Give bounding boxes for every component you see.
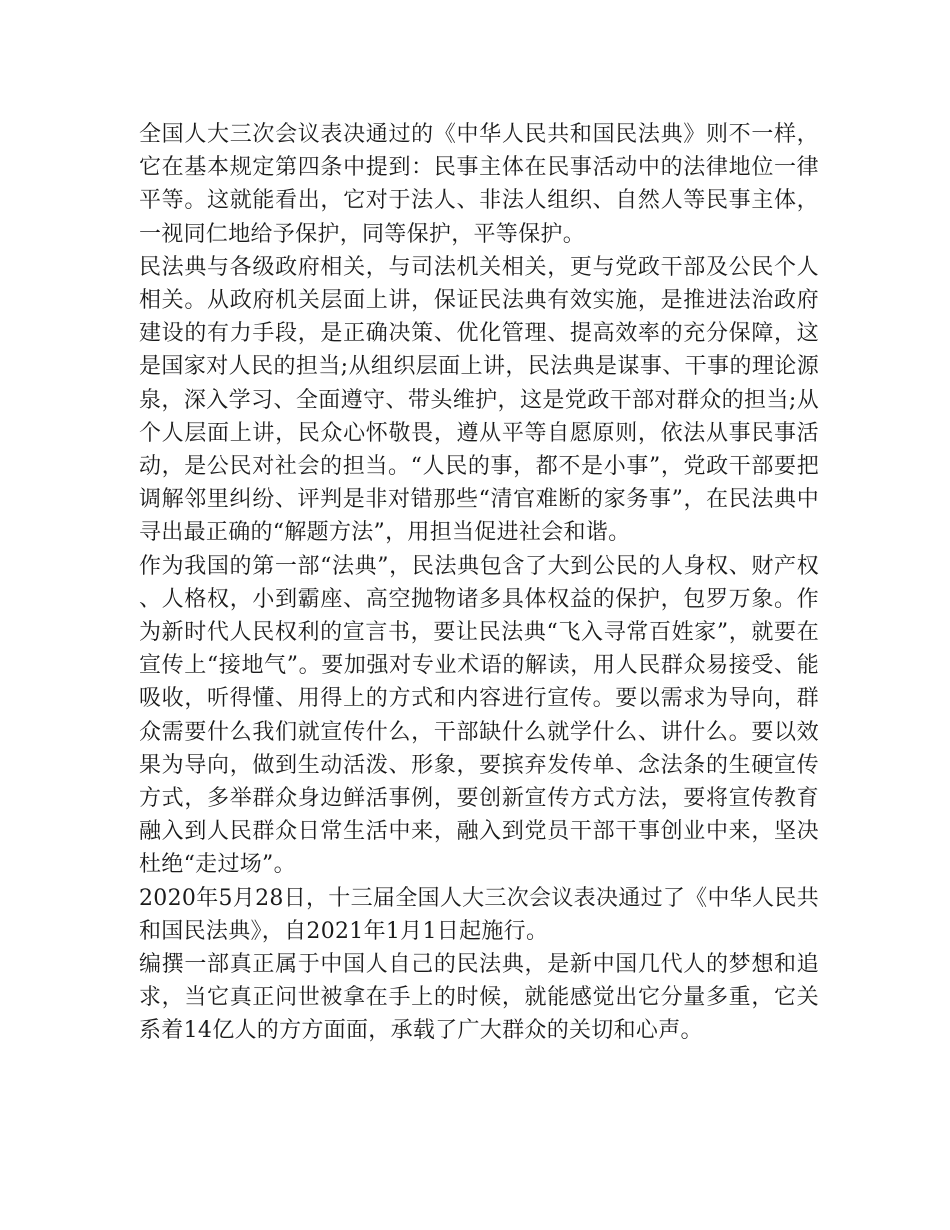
paragraph-publicity: 作为我国的第一部“法典”，民法典包含了大到公民的人身权、财产权、人格权，小到霸座、高空抛物诸多具体权益的保护，包罗万象。作为新时代人民权利的宣言书，要让民法典“飞入寻常百姓家”，就要在宣传上“接地气”。要加强对专业术语的解读，用人民群众易接受、能吸收，听得懂、用得上的方式和内容进行宣传。要以需求为导向，群众需要什么我们就宣传什么，干部缺什么就学什么、讲什么。要以效果为导向，做到生动活泼、形象，要摈弃发传单、念法条的生硬宣传方式，多举群众身边鲜活事例，要创新宣传方式方法，要将宣传教育融入到人民群众日常生活中来，融入到党员干部干事创业中来，坚决杜绝“走过场”。: [139, 553, 819, 878]
paragraph-equal-status: 全国人大三次会议表决通过的《中华人民共和国民法典》则不一样，它在基本规定第四条中提到：民事主体在民事活动中的法律地位一律平等。这就能看出，它对于法人、非法人组织、自然人等民事主体，一视同仁地给予保护，同等保护，平等保护。: [139, 122, 819, 247]
document-body: [139, 118, 819, 1048]
paragraph-significance: 编撰一部真正属于中国人自己的民法典，是新中国几代人的梦想和追求，当它真正问世被拿在手上的时候，就能感觉出它分量多重，它关系着14亿人的方方面面，承载了广大群众的关切和心声。: [139, 952, 819, 1044]
paragraph-adoption-date: 2020年5月28日，十三届全国人大三次会议表决通过了《中华人民共和国民法典》，自2021年1月1日起施行。: [139, 885, 819, 944]
paragraph-responsibility: 民法典与各级政府相关，与司法机关相关，更与党政干部及公民个人相关。从政府机关层面上讲，保证民法典有效实施，是推进法治政府建设的有力手段，是正确决策、优化管理、提高效率的充分保障，这是国家对人民的担当;从组织层面上讲，民法典是谋事、干事的理论源泉，深入学习、全面遵守、带头维护，这是党政干部对群众的担当;从个人层面上讲，民众心怀敬畏，遵从平等自愿原则，依法从事民事活动，是公民对社会的担当。“人民的事，都不是小事”，党政干部要把调解邻里纠纷、评判是非对错那些“清官难断的家务事”，在民法典中寻出最正确的“解题方法”，用担当促进社会和谐。: [139, 254, 819, 546]
